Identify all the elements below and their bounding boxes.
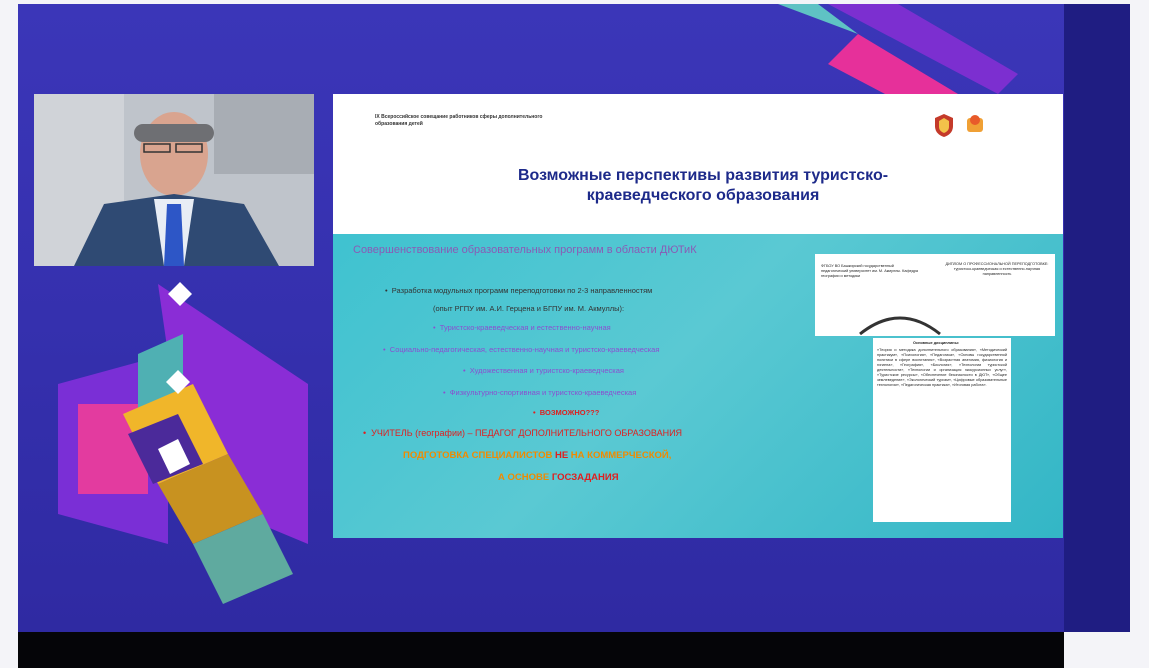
bullet-text: Социально-педагогическая, естественно-научная и туристско-краеведческая bbox=[389, 345, 660, 354]
emphasis-text: А ОСНОВЕ bbox=[498, 472, 552, 483]
bottom-bar bbox=[18, 632, 1064, 668]
section-heading: Совершенствование образовательных программ в области ДЮТиК bbox=[353, 244, 697, 256]
ministry-emblem-icon bbox=[933, 112, 955, 138]
bullet-note: (опыт РГПУ им. А.И. Герцена и БГПУ им. М. Акмуллы): bbox=[433, 304, 625, 313]
slide-title-line1: Возможные перспективы развития туристско- bbox=[517, 167, 889, 184]
slide-header bbox=[333, 94, 1063, 234]
bullet-item: • Туристско-краеведческая и естественно-научная bbox=[433, 323, 611, 332]
disciplines-document bbox=[873, 338, 1011, 522]
bullet-text: Туристско-краеведческая и естественно-научная bbox=[439, 323, 611, 332]
bullet-item: • Разработка модульных программ переподготовки по 2-3 направленностям bbox=[385, 286, 653, 295]
diploma-left-text: ФГБОУ ВО Башкирский государственный педагогический университет им. М. Акмуллы. Кафедра географии и методики bbox=[821, 264, 919, 278]
slide-body bbox=[333, 234, 1063, 538]
emphasis-red: ГОСЗАДАНИЯ bbox=[551, 472, 619, 483]
diploma-document bbox=[815, 254, 1055, 336]
emphasis-text: НА КОММЕРЧЕСКОЙ, bbox=[568, 450, 672, 461]
bullet-text: Разработка модульных программ переподготовки по 2-3 направленностям bbox=[391, 286, 653, 295]
slide-title-line2: краеведческого образования bbox=[586, 187, 820, 204]
diploma-right-text: ДИПЛОМ О ПРОФЕССИОНАЛЬНОЙ ПЕРЕПОДГОТОВКЕ: туристско-краеведческая и естественно-научная направленность bbox=[945, 262, 1049, 276]
bullet-item: • Социально-педагогическая, естественно-научная и туристско-краеведческая bbox=[383, 345, 660, 354]
emphasis-text: ПОДГОТОВКА СПЕЦИАЛИСТОВ bbox=[403, 450, 555, 461]
bullet-item: • ВОЗМОЖНО??? bbox=[533, 408, 600, 417]
organization-logo-icon bbox=[963, 112, 987, 136]
bullet-item: • Физкультурно-спортивная и туристско-краеведческая bbox=[443, 388, 637, 397]
bullet-text: Физкультурно-спортивная и туристско-краеведческая bbox=[449, 388, 637, 397]
emphasis-line bbox=[403, 450, 671, 461]
disciplines-text: «Теория и методика дополнительного образования», «Методический практикум», «Психология», «Педагогика», «Основы государственной политики в сфере воспитания», «Возрастная анатомия, физиология и гигиена», «География», «Биология», «Технологии туристской деятельности», «Технологии и организация экскурсионных услуг», «Туристские ресурсы», «Обеспечение безопасности в ДЮТ», «Общее землеведение», «Экологический туризм», «Цифровые образовательные технологии», «Педагогическая практика», «Итоговая работа». bbox=[877, 348, 1007, 387]
presentation-slide bbox=[333, 94, 1063, 538]
bullet-text: УЧИТЕЛЬ (географии) – ПЕДАГОГ ДОПОЛНИТЕЛЬНОГО ОБРАЗОВАНИЯ bbox=[371, 428, 683, 438]
side-panel bbox=[1064, 4, 1130, 632]
disciplines-heading: Основные дисциплины: bbox=[913, 341, 960, 345]
bullet-item: • УЧИТЕЛЬ (географии) – ПЕДАГОГ ДОПОЛНИТЕЛЬНОГО ОБРАЗОВАНИЯ bbox=[363, 428, 683, 438]
emphasis-red: НЕ bbox=[554, 450, 569, 461]
emphasis-line bbox=[498, 472, 619, 483]
bullet-text: Художественная и туристско-краеведческая bbox=[469, 366, 624, 375]
speaker-video-frame bbox=[34, 94, 314, 266]
slide-title bbox=[443, 166, 963, 206]
bullet-item: • Художественная и туристско-краеведческая bbox=[463, 366, 624, 375]
speaker-video bbox=[34, 94, 314, 266]
diploma-stamp-icon bbox=[855, 306, 945, 336]
event-title: IX Всероссийское совещание работников сферы дополнительного образования детей bbox=[375, 114, 543, 127]
bullet-text: ВОЗМОЖНО??? bbox=[539, 408, 600, 417]
broadcast-stage bbox=[18, 4, 1064, 632]
